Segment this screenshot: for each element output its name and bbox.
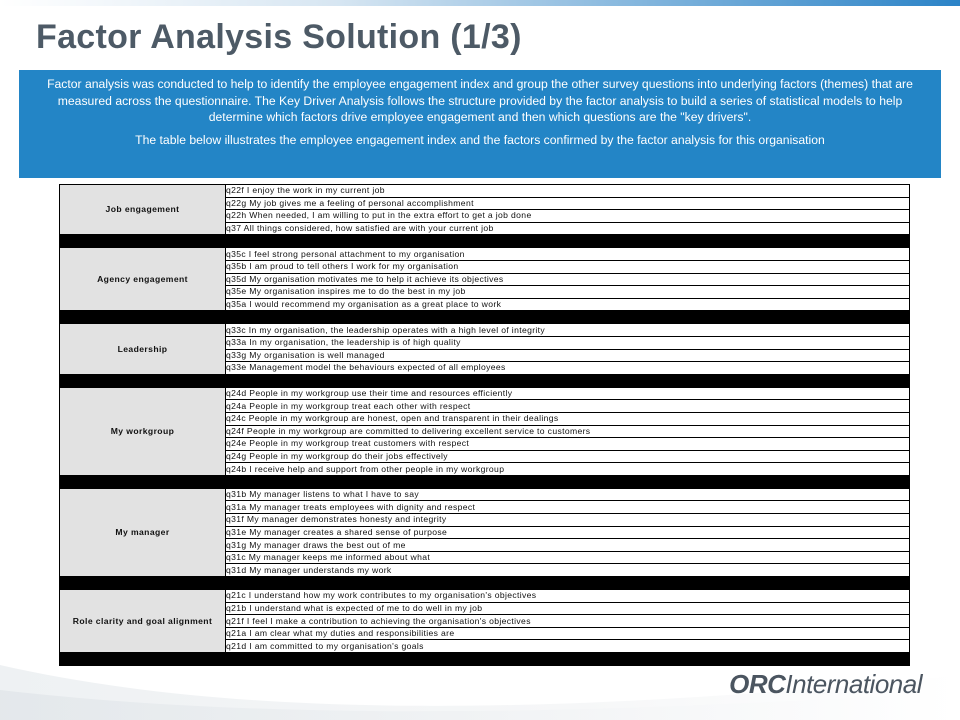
factor-name-cell: Leadership [60,324,226,374]
question-cell: q31c My manager keeps me informed about what [226,551,910,564]
question-cell: q21d I am committed to my organisation's goals [226,640,910,653]
question-cell: q24c People in my workgroup are honest, open and transparent in their dealings [226,412,910,425]
question-cell: q22h When needed, I am willing to put in the extra effort to get a job done [226,210,910,223]
separator-cell [60,577,910,590]
table-row [60,185,910,198]
factor-separator-row [60,311,910,324]
orc-international-logo [729,669,922,700]
question-cell: q24a People in my workgroup treat each other with respect [226,400,910,413]
question-cell: q35d My organisation motivates me to help it achieve its objectives [226,273,910,286]
question-cell: q33g My organisation is well managed [226,349,910,362]
table-row [60,324,910,337]
question-cell: q24b I receive help and support from other people in my workgroup [226,463,910,476]
question-cell: q31e My manager creates a shared sense of purpose [226,526,910,539]
question-cell: q31b My manager listens to what I have to say [226,488,910,501]
table-row [60,488,910,501]
factor-name-cell: My workgroup [60,387,226,475]
question-cell: q31g My manager draws the best out of me [226,539,910,552]
question-cell: q31f My manager demonstrates honesty and integrity [226,514,910,527]
table-row [60,590,910,603]
question-cell: q24e People in my workgroup treat customers with respect [226,438,910,451]
question-cell: q21f I feel I make a contribution to achieving the organisation's objectives [226,615,910,628]
question-cell: q33c In my organisation, the leadership operates with a high level of integrity [226,324,910,337]
question-cell: q35e My organisation inspires me to do the best in my job [226,286,910,299]
separator-cell [60,374,910,387]
page-title: Factor Analysis Solution (1/3) [36,18,522,56]
factor-separator-row [60,475,910,488]
factor-name-cell: My manager [60,488,226,576]
factor-name-cell: Role clarity and goal alignment [60,590,226,653]
question-cell: q24f People in my workgroup are committed to delivering excellent service to customers [226,425,910,438]
question-cell: q21b I understand what is expected of me to do well in my job [226,602,910,615]
question-cell: q35c I feel strong personal attachment to my organisation [226,248,910,261]
factor-name-cell: Job engagement [60,185,226,235]
question-cell: q22g My job gives me a feeling of personal accomplishment [226,197,910,210]
question-cell: q33a In my organisation, the leadership is of high quality [226,336,910,349]
separator-cell [60,475,910,488]
question-cell: q21c I understand how my work contributes to my organisation's objectives [226,590,910,603]
factor-separator-row [60,374,910,387]
logo-international-text: International [785,669,922,699]
separator-cell [60,235,910,248]
separator-cell [60,311,910,324]
question-cell: q24d People in my workgroup use their time and resources efficiently [226,387,910,400]
question-cell: q24g People in my workgroup do their jobs effectively [226,450,910,463]
table-row [60,248,910,261]
factor-name-cell: Agency engagement [60,248,226,311]
question-cell: q33e Management model the behaviours expected of all employees [226,362,910,375]
logo-orc-text: ORC [729,669,786,699]
factor-separator-row [60,235,910,248]
intro-box [19,70,941,178]
question-cell: q22f I enjoy the work in my current job [226,185,910,198]
question-cell: q21a I am clear what my duties and responsibilities are [226,627,910,640]
question-cell: q35b I am proud to tell others I work for my organisation [226,260,910,273]
top-accent-bar [0,0,960,6]
question-cell: q37 All things considered, how satisfied are with your current job [226,222,910,235]
factor-table [59,184,910,666]
question-cell: q35a I would recommend my organisation as a great place to work [226,298,910,311]
factor-separator-row [60,577,910,590]
table-row [60,387,910,400]
intro-paragraph-2: The table below illustrates the employee engagement index and the factors confirmed by the factor analysis for this organisation [135,132,825,147]
question-cell: q31d My manager understands my work [226,564,910,577]
question-cell: q31a My manager treats employees with dignity and respect [226,501,910,514]
intro-paragraph-1: Factor analysis was conducted to help to identify the employee engagement index and group the other survey questions into underlying factors (themes) that are measured across the questionnaire. The Key Driver Analysis follows the structure provided by the factor analysis to build a series of statistical models to help determine which factors drive employee engagement and then which questions are the "key drivers". [47,77,913,124]
